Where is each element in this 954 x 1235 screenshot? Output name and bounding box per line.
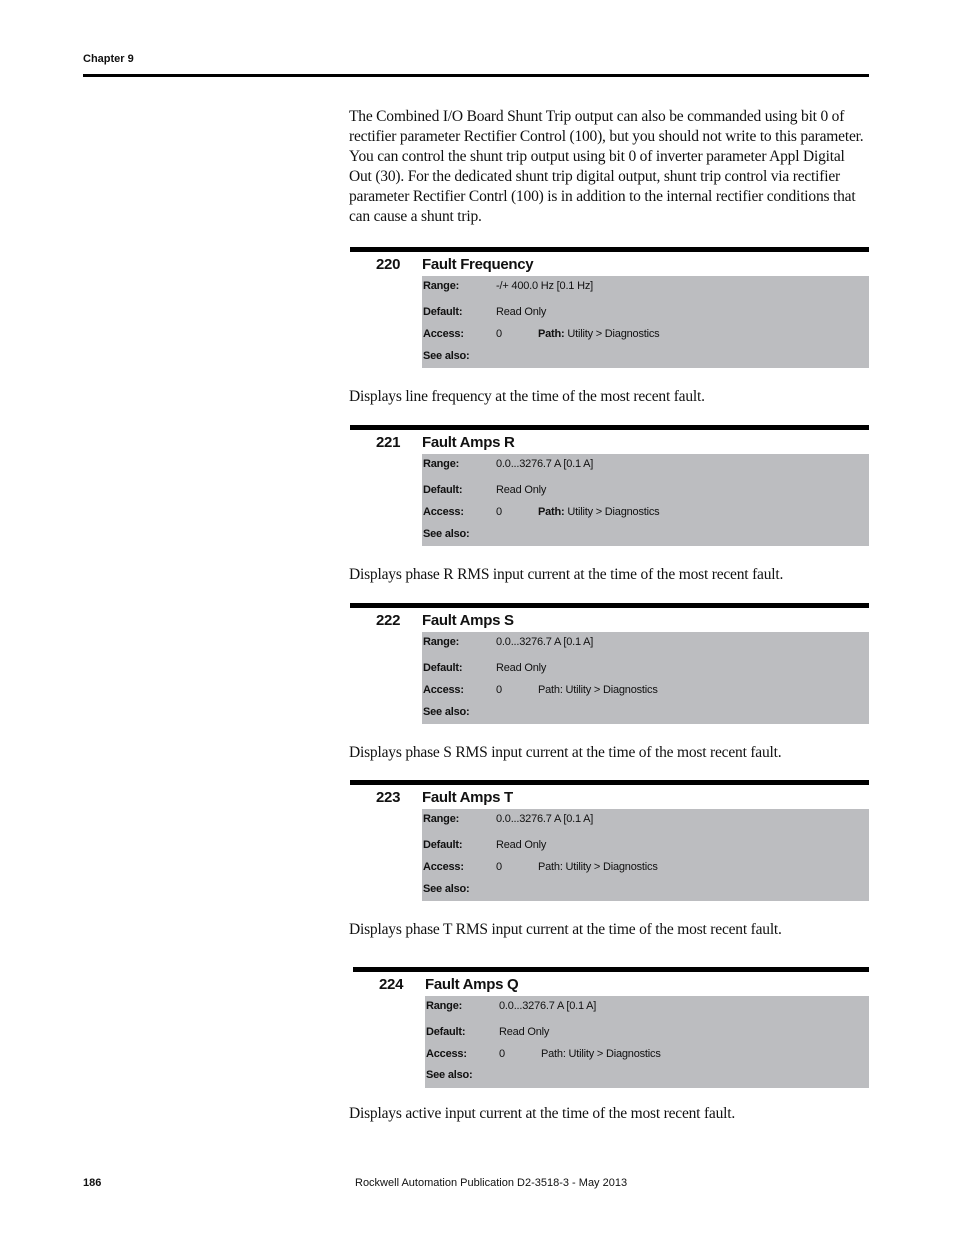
param-description: Displays active input current at the time of the most recent fault. bbox=[349, 1105, 736, 1122]
default-value: Read Only bbox=[496, 306, 547, 318]
access-value: 0 bbox=[496, 861, 502, 873]
param-number: 220 bbox=[376, 256, 401, 273]
param-number: 223 bbox=[376, 789, 401, 806]
range-value: 0.0...3276.7 A [0.1 A] bbox=[496, 636, 594, 648]
path-text: Utility > Diagnostics bbox=[565, 684, 658, 696]
access-label: Access: bbox=[423, 506, 464, 518]
page-number: 186 bbox=[83, 1177, 102, 1189]
default-value: Read Only bbox=[496, 662, 547, 674]
range-value: 0.0...3276.7 A [0.1 A] bbox=[496, 813, 594, 825]
path-text: Utility > Diagnostics bbox=[567, 506, 660, 518]
default-label: Default: bbox=[426, 1026, 466, 1038]
param-221 bbox=[350, 425, 869, 546]
param-header bbox=[350, 608, 869, 632]
range-value: 0.0...3276.7 A [0.1 A] bbox=[499, 1000, 597, 1012]
publication-info: Rockwell Automation Publication D2-3518-3 - May 2013 bbox=[355, 1177, 628, 1189]
param-name: Fault Amps Q bbox=[425, 976, 519, 993]
default-value: Read Only bbox=[496, 839, 547, 851]
intro-paragraph: The Combined I/O Board Shunt Trip output can also be commanded using bit 0 of rectifier parameter Rectifier Control (100), but you should not write to this parameter. You can control the shunt trip output using bit 0 of inverter parameter Appl Digital Out (30). For the dedicated shunt trip digital output, shunt trip control via rectifier parameter Rectifier Contrl (100) is in addition to the internal rectifier conditions that can cause a shunt trip. bbox=[349, 108, 864, 225]
path-text: Utility > Diagnostics bbox=[565, 861, 658, 873]
path-value bbox=[541, 1048, 661, 1060]
param-222 bbox=[350, 603, 869, 724]
path-value bbox=[538, 861, 658, 873]
see-also-label: See also: bbox=[423, 883, 470, 895]
chapter-label: Chapter 9 bbox=[83, 53, 134, 65]
path-label: Path: bbox=[538, 684, 563, 696]
path-label: Path: bbox=[538, 861, 563, 873]
access-value: 0 bbox=[499, 1048, 505, 1060]
see-also-label: See also: bbox=[426, 1069, 473, 1081]
default-label: Default: bbox=[423, 839, 463, 851]
path-label: Path: bbox=[538, 506, 565, 518]
path-value bbox=[538, 506, 659, 518]
param-details bbox=[422, 276, 869, 368]
access-label: Access: bbox=[423, 328, 464, 340]
see-also-label: See also: bbox=[423, 706, 470, 718]
param-name: Fault Amps R bbox=[422, 434, 515, 451]
param-220 bbox=[350, 247, 869, 368]
access-label: Access: bbox=[426, 1048, 467, 1060]
param-details bbox=[422, 454, 869, 546]
param-name: Fault Amps S bbox=[422, 612, 514, 629]
param-header bbox=[350, 252, 869, 276]
range-label: Range: bbox=[423, 636, 460, 648]
range-value: 0.0...3276.7 A [0.1 A] bbox=[496, 458, 594, 470]
param-224 bbox=[353, 967, 869, 1088]
default-label: Default: bbox=[423, 484, 463, 496]
default-value: Read Only bbox=[499, 1026, 550, 1038]
see-also-label: See also: bbox=[423, 350, 470, 362]
param-description: Displays line frequency at the time of the most recent fault. bbox=[349, 388, 705, 405]
param-description: Displays phase S RMS input current at the time of the most recent fault. bbox=[349, 744, 782, 761]
param-number: 224 bbox=[379, 976, 404, 993]
param-details bbox=[422, 809, 869, 901]
param-header bbox=[353, 972, 869, 996]
path-value bbox=[538, 328, 659, 340]
range-label: Range: bbox=[426, 1000, 463, 1012]
param-details bbox=[422, 632, 869, 724]
param-details bbox=[425, 996, 869, 1088]
path-text: Utility > Diagnostics bbox=[567, 328, 660, 340]
param-number: 222 bbox=[376, 612, 401, 629]
access-label: Access: bbox=[423, 861, 464, 873]
range-label: Range: bbox=[423, 458, 460, 470]
path-label: Path: bbox=[538, 328, 565, 340]
path-value bbox=[538, 684, 658, 696]
access-value: 0 bbox=[496, 328, 502, 340]
param-description: Displays phase T RMS input current at the time of the most recent fault. bbox=[349, 921, 782, 938]
param-223 bbox=[350, 780, 869, 901]
param-name: Fault Frequency bbox=[422, 256, 534, 273]
default-label: Default: bbox=[423, 662, 463, 674]
range-value: -/+ 400.0 Hz [0.1 Hz] bbox=[496, 280, 593, 292]
path-label: Path: bbox=[541, 1048, 566, 1060]
param-header bbox=[350, 785, 869, 809]
default-value: Read Only bbox=[496, 484, 547, 496]
range-label: Range: bbox=[423, 813, 460, 825]
param-number: 221 bbox=[376, 434, 401, 451]
param-name: Fault Amps T bbox=[422, 789, 513, 806]
access-value: 0 bbox=[496, 506, 502, 518]
range-label: Range: bbox=[423, 280, 460, 292]
access-label: Access: bbox=[423, 684, 464, 696]
header-rule bbox=[83, 74, 869, 77]
path-text: Utility > Diagnostics bbox=[568, 1048, 661, 1060]
default-label: Default: bbox=[423, 306, 463, 318]
param-header bbox=[350, 430, 869, 454]
access-value: 0 bbox=[496, 684, 502, 696]
see-also-label: See also: bbox=[423, 528, 470, 540]
param-description: Displays phase R RMS input current at the time of the most recent fault. bbox=[349, 566, 784, 583]
